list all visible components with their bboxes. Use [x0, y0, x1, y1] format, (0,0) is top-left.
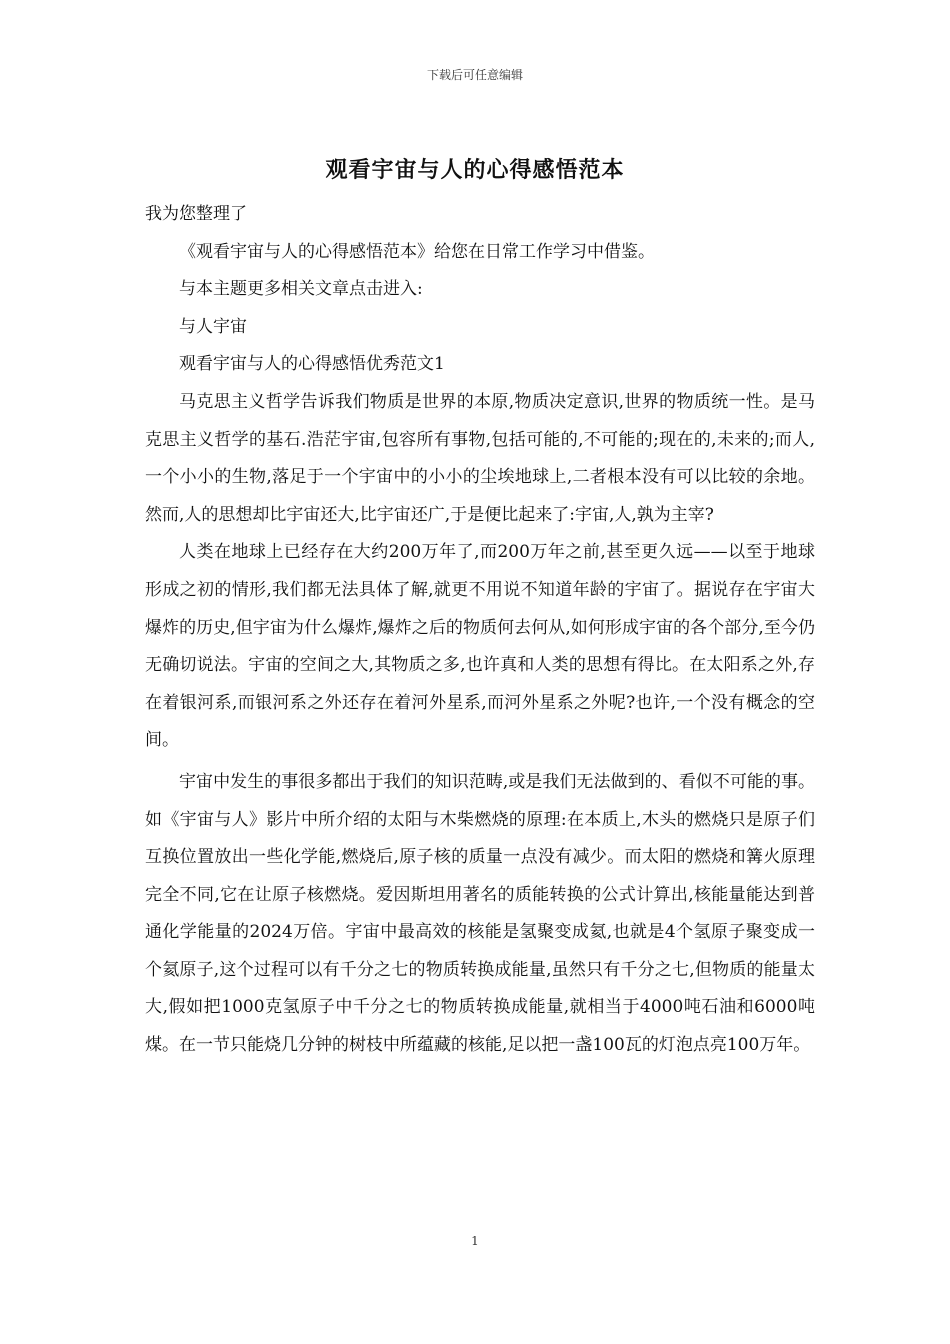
related-article-link[interactable]: 与人宇宙	[179, 316, 247, 337]
intro-line-2: 《观看宇宙与人的心得感悟范本》给您在日常工作学习中借鉴。	[179, 241, 655, 262]
document-body	[145, 196, 815, 1065]
page-number: 1	[471, 1234, 479, 1248]
body-paragraph-3: 宇宙中发生的事很多都出于我们的知识范畴,或是我们无法做到的、看似不可能的事。如《宇宙与人》影片中所介绍的太阳与木柴燃烧的原理:在本质上,木头的燃烧只是原子们互换位置放出一些化学能,燃烧后,原子核的质量一点没有减少。而太阳的燃烧和篝火原理完全不同,它在让原子核燃烧。爱因斯坦用著名的质能转换的公式计算出,核能量能达到普通化学能量的2024万倍。宇宙中最高效的核能是氢聚变成氦,也就是4个氢原子聚变成一个氦原子,这个过程可以有千分之七的物质转换成能量,虽然只有千分之七,但物质的能量太大,假如把1000克氢原子中千分之七的物质转换成能量,就相当于4000吨石油和6000吨煤。在一节只能烧几分钟的树枝中所蕴藏的核能,足以把一盏100瓦的灯泡点亮100万年。	[145, 771, 815, 1056]
intro-line-1: 我为您整理了	[145, 204, 247, 224]
header-note: 下载后可任意编辑	[426, 68, 523, 82]
body-paragraph-1: 马克思主义哲学告诉我们物质是世界的本原,物质决定意识,世界的物质统一性。是马克思主义哲学的基石.浩茫宇宙,包容所有事物,包括可能的,不可能的;现在的,未来的;而人,一个小小的生物,落足于一个宇宙中的小小的尘埃地球上,二者根本没有可以比较的余地。然而,人的思想却比宇宙还大,比宇宙还广,于是便比起来了:宇宙,人,孰为主宰?	[145, 391, 815, 525]
section-heading: 观看宇宙与人的心得感悟优秀范文1	[179, 354, 445, 375]
related-articles-prompt: 与本主题更多相关文章点击进入:	[179, 279, 423, 300]
body-paragraph-2: 人类在地球上已经存在大约200万年了,而200万年之前,甚至更久远——以至于地球形成之初的情形,我们都无法具体了解,就更不用说不知道年龄的宇宙了。据说存在宇宙大爆炸的历史,但宇宙为什么爆炸,爆炸之后的物质何去何从,如何形成宇宙的各个部分,至今仍无确切说法。宇宙的空间之大,其物质之多,也许真和人类的思想有得比。在太阳系之外,存在着银河系,而银河系之外还存在着河外星系,而河外星系之外呢?也许,一个没有概念的空间。	[145, 542, 815, 751]
document-title: 观看宇宙与人的心得感悟范本	[325, 157, 625, 183]
